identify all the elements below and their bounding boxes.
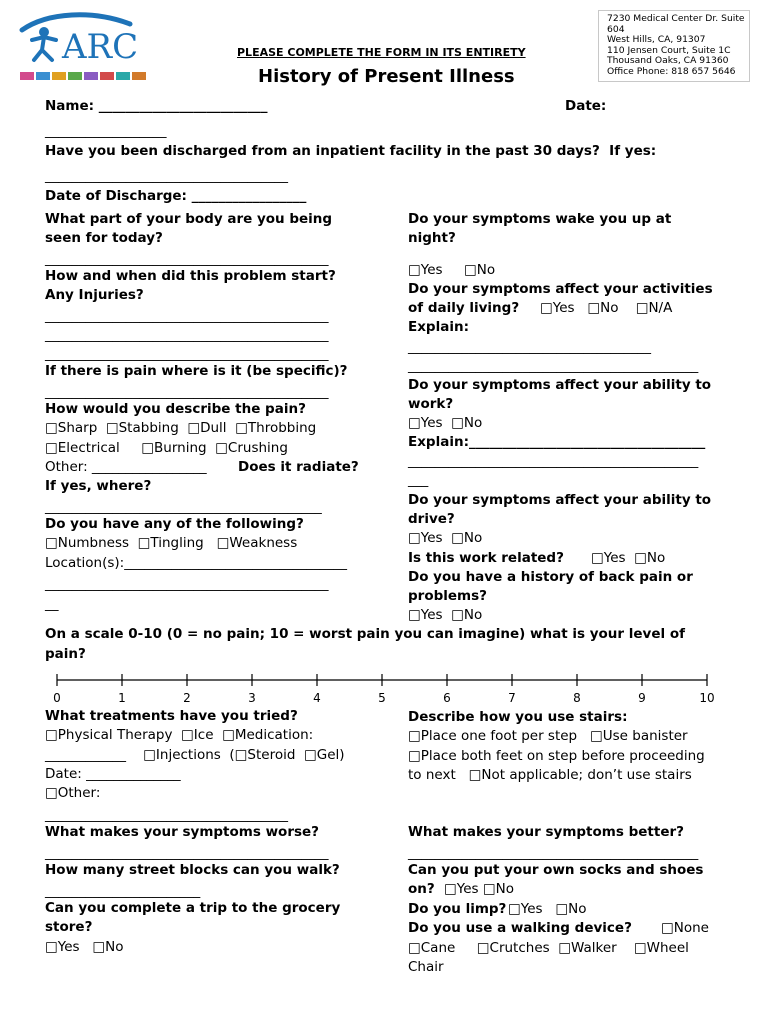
logo-text: ARC (62, 27, 139, 67)
answer-line[interactable]: __________________________________________ (45, 576, 329, 592)
radiate-question: Does it radiate? (238, 459, 359, 475)
stairs-checkboxes[interactable]: to next □Not applicable; don’t use stairs (408, 767, 692, 783)
arc-logo (18, 10, 158, 90)
body-part-question: What part of your body are you being (45, 211, 333, 227)
scale-label[interactable]: 10 (699, 691, 715, 705)
date-field[interactable]: __________________ (45, 123, 167, 139)
answer-line[interactable]: ____________________________________ (45, 807, 288, 823)
grocery-checkboxes[interactable]: □Yes □No (45, 939, 124, 955)
name-field[interactable]: Name: _________________________ (45, 98, 268, 114)
form-instruction: PLEASE COMPLETE THE FORM IN ITS ENTIRETY (237, 46, 526, 59)
pain-scale-question: On a scale 0-10 (0 = no pain; 10 = worst pain you can imagine) what is your level of (45, 626, 685, 642)
scale-label[interactable]: 2 (183, 691, 191, 705)
injuries-question: Any Injuries? (45, 287, 144, 303)
device-checkbox-label: Chair (408, 959, 444, 975)
pain-type-checkboxes[interactable]: □Electrical □Burning □Crushing (45, 440, 288, 456)
back-pain-question: Do you have a history of back pain or (408, 569, 693, 585)
socks-question: Can you put your own socks and shoes (408, 862, 704, 878)
answer-line[interactable]: ___ (408, 472, 429, 488)
back-pain-checkboxes[interactable]: □Yes □No (408, 607, 483, 623)
better-question: What makes your symptoms better? (408, 824, 684, 840)
form-title: History of Present Illness (258, 66, 515, 87)
address-line: Office Phone: 818 657 5646 (607, 65, 736, 77)
answer-line[interactable]: _______________________ (45, 883, 201, 899)
scale-label[interactable]: 7 (508, 691, 516, 705)
radiate-where-question: If yes, where? (45, 478, 152, 494)
worse-question: What makes your symptoms worse? (45, 824, 320, 840)
location-field[interactable]: Location(s):_________________________________ (45, 555, 347, 571)
pain-location-question: If there is pain where is it (be specific)? (45, 363, 348, 379)
answer-line[interactable]: __________________________________________ (45, 327, 329, 343)
wake-question: night? (408, 230, 456, 246)
address-line: Thousand Oaks, CA 91360 (607, 55, 729, 67)
drive-question: Do your symptoms affect your ability to (408, 492, 712, 508)
work-checkboxes[interactable]: □Yes □No (408, 415, 483, 431)
discharge-field[interactable]: ____________________________________ (45, 168, 288, 184)
answer-line[interactable]: ____________________________________ (408, 339, 651, 355)
other-pain-field[interactable]: Other: _________________ (45, 459, 207, 475)
scale-label[interactable]: 5 (378, 691, 386, 705)
stairs-checkboxes[interactable]: □Place both feet on step before proceeding (408, 748, 705, 764)
work-ability-question: work? (408, 396, 454, 412)
work-related-checkboxes[interactable]: □Yes □No (591, 550, 666, 566)
stairs-question: Describe how you use stairs: (408, 709, 628, 725)
answer-line[interactable]: __ (45, 596, 59, 612)
limp-checkboxes[interactable]: □Yes □No (508, 901, 587, 917)
wake-checkboxes[interactable]: □Yes □No (408, 262, 496, 278)
adl-checkboxes[interactable]: □Yes □No □N/A (540, 300, 673, 316)
discharge-date-field[interactable]: Date of Discharge: _________________ (45, 188, 307, 204)
answer-line[interactable]: ___________________________________________ (408, 358, 699, 374)
drive-checkboxes[interactable]: □Yes □No (408, 530, 483, 546)
scale-label[interactable]: 0 (53, 691, 61, 705)
grocery-question: store? (45, 919, 93, 935)
scale-label[interactable]: 1 (118, 691, 126, 705)
answer-line[interactable]: __________________________________________ (45, 251, 329, 267)
discharge-question: Have you been discharged from an inpatient facility in the past 30 days? If yes: (45, 143, 657, 159)
onset-question: How and when did this problem start? (45, 268, 336, 284)
adl-question: of daily living? (408, 300, 520, 316)
pain-type-checkboxes[interactable]: □Sharp □Stabbing □Dull □Throbbing (45, 420, 317, 436)
explain-field[interactable]: Explain:___________________________________ (408, 434, 706, 450)
treatment-date-field[interactable]: Date: ______________ (45, 766, 181, 782)
symptom-checkboxes[interactable]: □Numbness □Tingling □Weakness (45, 535, 298, 551)
grocery-question: Can you complete a trip to the grocery (45, 900, 341, 916)
scale-label[interactable]: 6 (443, 691, 451, 705)
explain-label: Explain: (408, 319, 469, 335)
treatment-checkboxes[interactable]: ____________ □Injections (□Steroid □Gel) (45, 747, 345, 763)
body-part-question: seen for today? (45, 230, 163, 246)
answer-line[interactable]: ___________________________________________ (408, 453, 699, 469)
address-line: 604 (607, 23, 625, 35)
pain-scale-ruler[interactable] (45, 672, 717, 706)
wake-question: Do your symptoms wake you up at (408, 211, 672, 227)
answer-line[interactable]: __________________________________________ (45, 308, 329, 324)
work-related-question: Is this work related? (408, 550, 564, 566)
answer-line[interactable]: __________________________________________ (45, 346, 329, 362)
clinic-address-box (598, 10, 750, 82)
adl-question: Do your symptoms affect your activities (408, 281, 713, 297)
address-line: 7230 Medical Center Dr. Suite (607, 13, 745, 24)
drive-question: drive? (408, 511, 455, 527)
scale-label[interactable]: 9 (638, 691, 646, 705)
pain-scale[interactable] (45, 672, 717, 706)
stairs-checkboxes[interactable]: □Place one foot per step □Use banister (408, 728, 688, 744)
scale-label[interactable]: 8 (573, 691, 581, 705)
blocks-question: How many street blocks can you walk? (45, 862, 340, 878)
treatment-other-checkbox[interactable]: □Other: (45, 785, 101, 801)
answer-line[interactable]: __________________________________________ (45, 845, 329, 861)
treatment-checkboxes[interactable]: □Physical Therapy □Ice □Medication: (45, 727, 314, 743)
back-pain-question: problems? (408, 588, 487, 604)
answer-line[interactable]: _________________________________________ (45, 499, 322, 515)
answer-line[interactable]: __________________________________________ (45, 384, 329, 400)
address-line: West Hills, CA, 91307 (607, 34, 706, 46)
socks-question: on? (408, 881, 435, 897)
device-none-checkbox[interactable]: □None (661, 920, 709, 936)
scale-label[interactable]: 3 (248, 691, 256, 705)
date-label: Date: (565, 98, 607, 114)
walking-device-question: Do you use a walking device? (408, 920, 632, 936)
limp-question: Do you limp? (408, 901, 507, 917)
work-ability-question: Do your symptoms affect your ability to (408, 377, 712, 393)
address-line: 110 Jensen Court, Suite 1C (607, 44, 731, 56)
pain-scale-question: pain? (45, 646, 86, 662)
logo-graphic (18, 10, 158, 90)
device-checkboxes[interactable]: □Cane □Crutches □Walker □Wheel (408, 940, 689, 956)
treatments-question: What treatments have you tried? (45, 708, 298, 724)
pain-description-question: How would you describe the pain? (45, 401, 306, 417)
answer-line[interactable]: ___________________________________________ (408, 845, 699, 861)
symptoms-question: Do you have any of the following? (45, 516, 304, 532)
scale-label[interactable]: 4 (313, 691, 321, 705)
socks-checkboxes[interactable]: □Yes □No (444, 881, 514, 897)
